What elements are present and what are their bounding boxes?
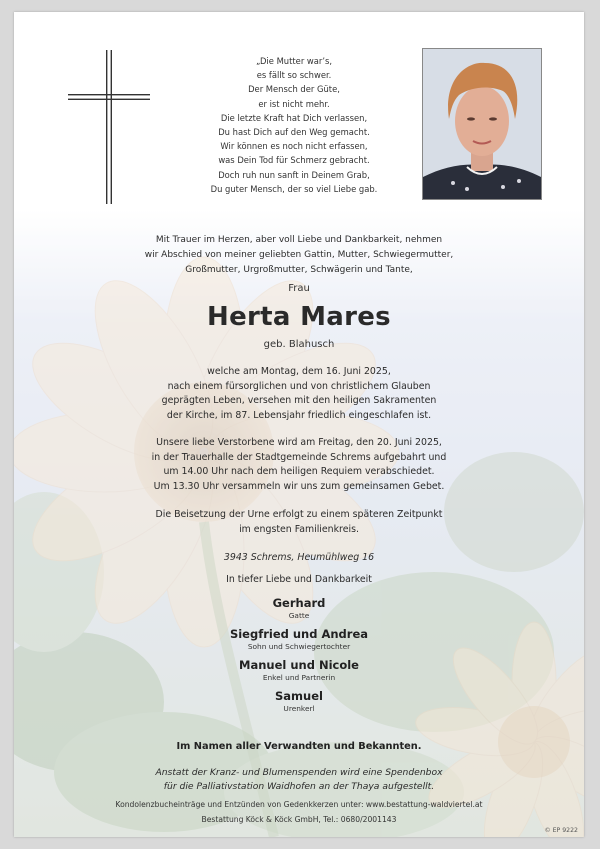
poem-line: Wir können es noch nicht erfassen, [220,141,368,152]
mourner-name: Manuel und Nicole [239,658,359,672]
poem-line: es fällt so schwer. [256,70,332,81]
mourners-list [74,596,524,720]
intro-line: wir Abschied von meiner geliebten Gattin, Mutter, Schwiegermutter, [144,249,454,260]
intro-line: Großmutter, Urgroßmutter, Schwägerin und Tante, [185,264,413,275]
mourner-name: Gerhard [272,596,326,610]
family-address: 3943 Schrems, Heumühlweg 16 [223,552,375,563]
text-line: Anstatt der Kranz- und Blumenspenden wird eine Spendenbox [155,767,443,778]
funeral-home-contact: Bestattung Köck & Köck GmbH, Tel.: 0680/2001143 [201,815,397,824]
intro-text [74,233,524,277]
funeral-details [74,436,524,494]
poem-line: Du guter Mensch, der so viel Liebe gab. [210,183,378,194]
death-announcement [74,365,524,423]
poem-line: „Die Mutter war’s, [255,56,333,66]
mourner-role: Sohn und Schwiegertochter [247,642,351,651]
mourner-entry [74,658,524,683]
text-line: für die Palliativstation Waidhofen an der Thaya aufgestellt. [163,780,435,792]
poem-line: er ist nicht mehr. [258,98,330,109]
mourner-name: Siegfried und Andrea [229,627,369,641]
text-line: Unsere liebe Verstorbene wird am Freitag, den 20. Juni 2025, [156,437,442,448]
text-line: nach einem fürsorglichen und von christlichem Glauben [167,380,431,392]
poem [174,54,414,196]
text-line: Um 13.30 Uhr versammeln wir uns zum gemeinsamen Gebet. [153,480,445,492]
salutation: Frau [288,283,310,294]
gratitude-line: In tiefer Liebe und Dankbarkeit [226,574,372,585]
poem-line: Die letzte Kraft hat Dich verlassen, [220,112,368,123]
burial-details [74,508,524,537]
print-code: © EP 9222 [544,827,578,834]
cross-icon [68,50,150,204]
deceased-name: Herta Mares [207,302,391,332]
intro-line: Mit Trauer im Herzen, aber voll Liebe und Dankbarkeit, nehmen [155,235,443,245]
mourner-entry [74,596,524,621]
mourner-role: Gatte [288,611,310,620]
condolence-link[interactable]: Kondolenzbucheinträge und Entzünden von Gedenkkerzen unter: www.bestattung-waldviertel.at [115,800,483,809]
text-line: der Kirche, im 87. Lebensjahr friedlich eingeschlafen ist. [166,409,432,421]
text-line: im engsten Familienkreis. [239,523,359,535]
text-line: geprägten Leben, versehen mit den heiligen Sakramenten [161,395,437,407]
text-line: in der Trauerhalle der Stadtgemeinde Schrems aufgebahrt und [151,451,447,463]
poem-line: Doch ruh nun sanft in Deinem Grab, [218,169,370,180]
mourner-entry [74,689,524,714]
poem-line: Der Mensch der Güte, [248,84,340,95]
portrait-photo [422,48,542,200]
text-line: Die Beisetzung der Urne erfolgt zu einem späteren Zeitpunkt [155,509,443,520]
poem-line: was Dein Tod für Schmerz gebracht. [218,155,370,166]
mourner-entry [74,627,524,652]
mourner-name: Samuel [275,689,323,703]
mourner-role: Urenkerl [283,704,315,713]
donation-note [74,766,524,794]
text-line: um 14.00 Uhr nach dem heiligen Requiem verabschiedet. [163,466,435,478]
birth-name: geb. Blahusch [263,339,335,350]
obituary-card [14,12,584,837]
text-line: welche am Montag, dem 16. Juni 2025, [207,366,391,377]
mourner-role: Enkel und Partnerin [262,673,336,682]
relatives-line: Im Namen aller Verwandten und Bekannten. [176,741,422,752]
poem-line: Du hast Dich auf den Weg gemacht. [218,127,370,138]
